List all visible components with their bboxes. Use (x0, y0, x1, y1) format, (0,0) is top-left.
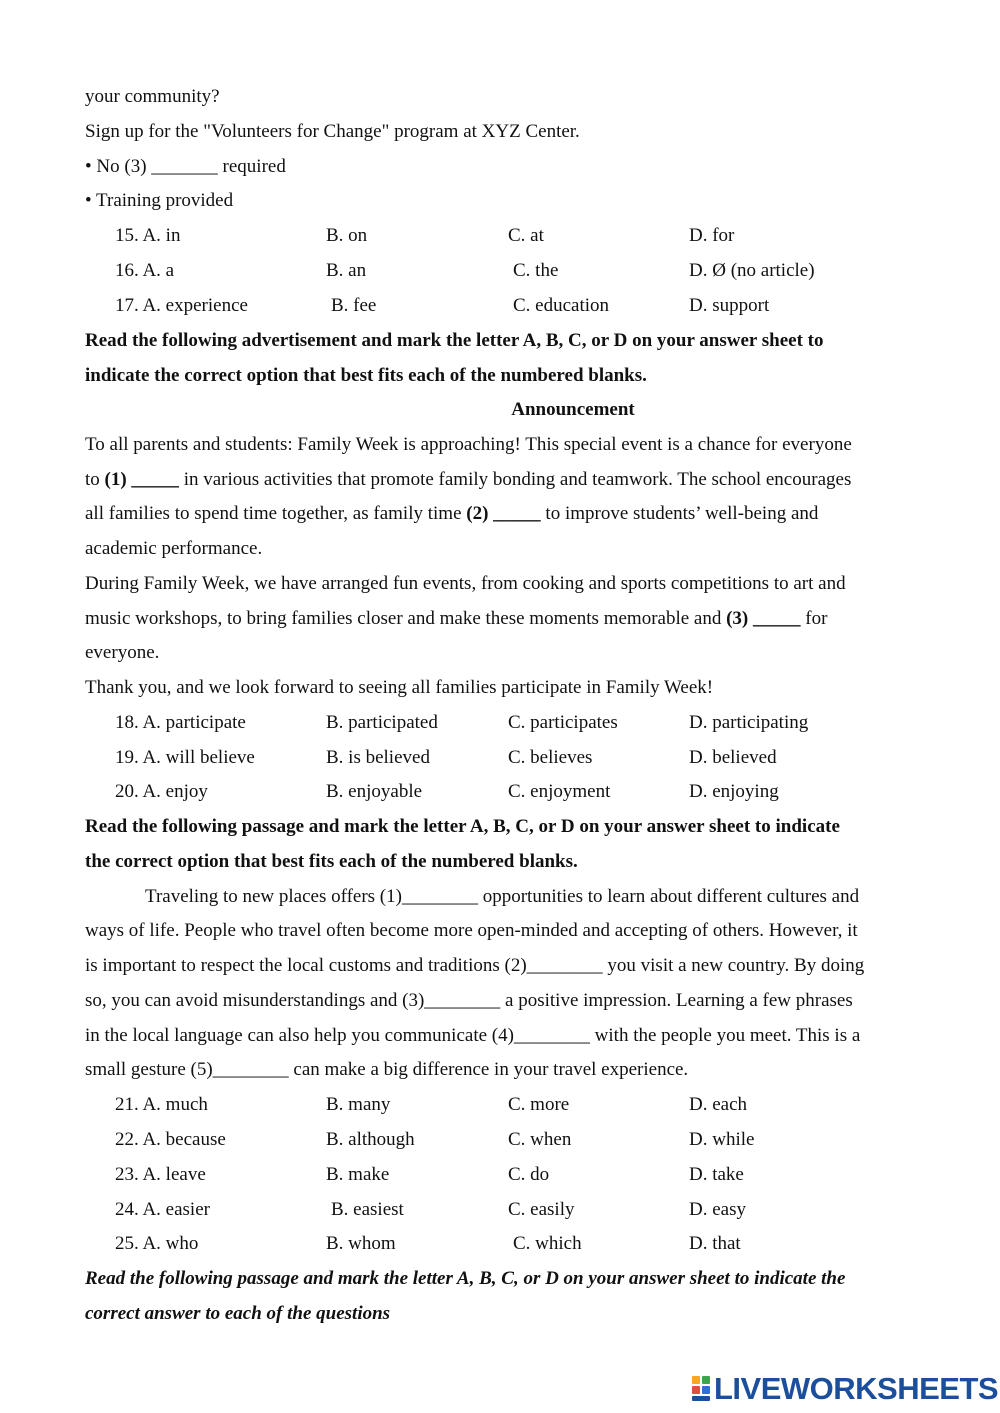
option-b[interactable]: B. participated (326, 712, 438, 733)
option-c[interactable]: C. believes (508, 747, 593, 768)
option-c[interactable]: C. the (513, 260, 559, 281)
option-b[interactable]: B. many (326, 1094, 391, 1115)
option-d[interactable]: D. believed (689, 747, 777, 768)
option-a[interactable]: 25. A. who (115, 1233, 199, 1254)
option-d[interactable]: D. while (689, 1129, 755, 1150)
option-b[interactable]: B. on (326, 225, 368, 246)
option-b[interactable]: B. easiest (331, 1199, 404, 1220)
passage-line: Thank you, and we look forward to seeing all families participate in Family Week! (85, 677, 714, 698)
passage-line: in the local language can also help you communicate (4)________ with the people you meet. This is a (85, 1025, 861, 1046)
option-c[interactable]: C. do (508, 1164, 550, 1185)
option-a[interactable]: 23. A. leave (115, 1164, 206, 1185)
option-c[interactable]: C. which (513, 1233, 582, 1254)
passage-line (85, 602, 915, 636)
option-d[interactable]: D. that (689, 1233, 741, 1254)
option-b[interactable]: B. fee (331, 295, 377, 316)
option-c[interactable]: C. at (508, 225, 544, 246)
passage-text: to (85, 469, 105, 490)
instruction: Read the following passage and mark the letter A, B, C, or D on your answer sheet to indicate the (85, 1268, 846, 1289)
instruction: the correct option that best fits each of the numbered blanks. (85, 851, 578, 872)
option-a[interactable]: 21. A. much (115, 1094, 208, 1115)
passage-line: During Family Week, we have arranged fun events, from cooking and sports competitions to art and (85, 573, 846, 594)
option-a[interactable]: 20. A. enjoy (115, 781, 208, 802)
option-b[interactable]: B. make (326, 1164, 390, 1185)
option-b[interactable]: B. whom (326, 1233, 396, 1254)
blank-3: (3) _____ (726, 608, 801, 629)
bullet-item: • No (3) _______ required (85, 156, 286, 177)
option-d[interactable]: D. participating (689, 712, 809, 733)
logo-text: LIVEWORKSHEETS (714, 1371, 999, 1406)
liveworksheets-logo[interactable] (692, 1371, 999, 1406)
passage-line: ways of life. People who travel often become more open-minded and accepting of others. However, it (85, 920, 858, 941)
text-line: your community? (85, 86, 220, 107)
option-c[interactable]: C. when (508, 1129, 572, 1150)
passage-text: for (800, 608, 828, 629)
passage-line: academic performance. (85, 538, 263, 559)
option-d[interactable]: D. Ø (no article) (689, 260, 815, 281)
option-a[interactable]: 19. A. will believe (115, 747, 255, 768)
option-d[interactable]: D. easy (689, 1199, 746, 1220)
option-c[interactable]: C. enjoyment (508, 781, 611, 802)
text-line: Sign up for the "Volunteers for Change" program at XYZ Center. (85, 121, 580, 142)
instruction: Read the following advertisement and mark the letter A, B, C, or D on your answer sheet to (85, 330, 824, 351)
instruction: indicate the correct option that best fits each of the numbered blanks. (85, 365, 647, 386)
instruction: Read the following passage and mark the letter A, B, C, or D on your answer sheet to indicate (85, 816, 840, 837)
passage-line: To all parents and students: Family Week is approaching! This special event is a chance for everyone (85, 434, 852, 455)
passage-line: is important to respect the local customs and traditions (2)________ you visit a new country. By doing (85, 955, 865, 976)
option-a[interactable]: 15. A. in (115, 225, 181, 246)
instruction: correct answer to each of the questions (85, 1303, 391, 1324)
option-b[interactable]: B. although (326, 1129, 415, 1150)
passage-line (85, 497, 915, 531)
passage-line: everyone. (85, 642, 160, 663)
passage-line: Traveling to new places offers (1)________ opportunities to learn about different cultures and (145, 886, 860, 907)
logo-mark-icon (692, 1376, 712, 1402)
option-b[interactable]: B. an (326, 260, 367, 281)
passage-text: in various activities that promote family bonding and teamwork. The school encourages (178, 469, 852, 490)
option-d[interactable]: D. each (689, 1094, 748, 1115)
passage-text: music workshops, to bring families closer and make these moments memorable and (85, 608, 727, 629)
option-a[interactable]: 24. A. easier (115, 1199, 210, 1220)
option-c[interactable]: C. participates (508, 712, 618, 733)
option-d[interactable]: D. take (689, 1164, 744, 1185)
passage-line (85, 463, 915, 497)
blank-2: (2) _____ (466, 503, 541, 524)
passage-text: to improve students’ well-being and (540, 503, 819, 524)
option-d[interactable]: D. enjoying (689, 781, 779, 802)
announcement-title: Announcement (511, 399, 635, 420)
option-b[interactable]: B. enjoyable (326, 781, 423, 802)
option-a[interactable]: 17. A. experience (115, 295, 248, 316)
option-c[interactable]: C. easily (508, 1199, 575, 1220)
option-c[interactable]: C. education (513, 295, 610, 316)
passage-line: so, you can avoid misunderstandings and (3)________ a positive impression. Learning a few phrases (85, 990, 853, 1011)
option-d[interactable]: D. for (689, 225, 735, 246)
option-b[interactable]: B. is believed (326, 747, 430, 768)
passage-line: small gesture (5)________ can make a big difference in your travel experience. (85, 1059, 689, 1080)
blank-1: (1) _____ (104, 469, 179, 490)
option-a[interactable]: 18. A. participate (115, 712, 246, 733)
option-a[interactable]: 16. A. a (115, 260, 175, 281)
option-a[interactable]: 22. A. because (115, 1129, 226, 1150)
option-d[interactable]: D. support (689, 295, 770, 316)
passage-text: all families to spend time together, as family time (85, 503, 467, 524)
bullet-item: • Training provided (85, 190, 234, 211)
option-c[interactable]: C. more (508, 1094, 570, 1115)
